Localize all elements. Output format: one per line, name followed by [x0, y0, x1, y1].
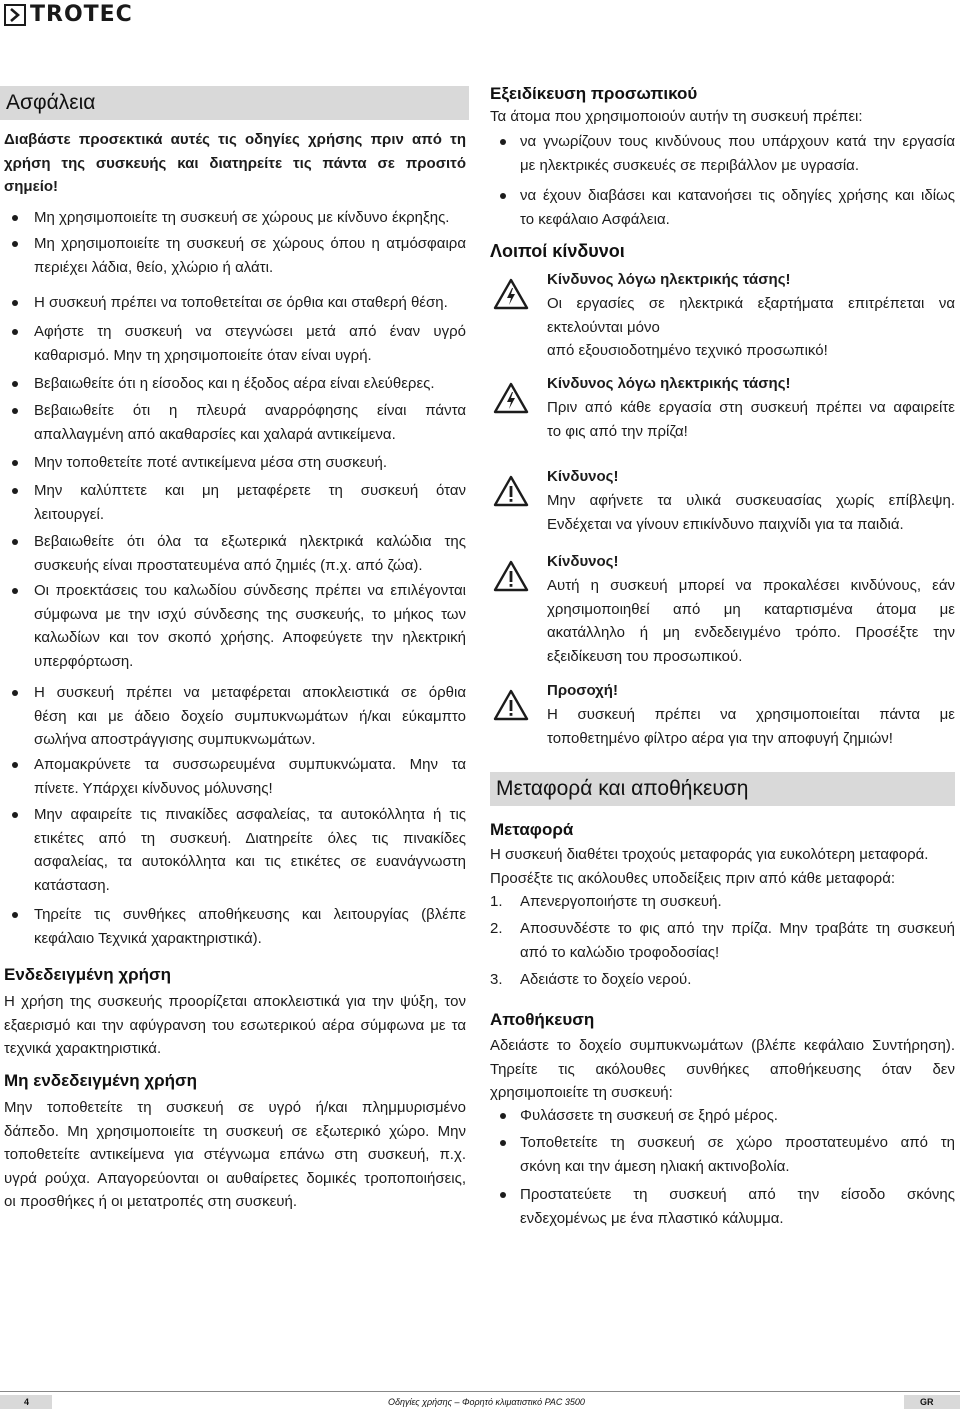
warning-title: Κίνδυνος!	[547, 553, 619, 570]
exclamation-warning-icon	[493, 475, 529, 507]
intended-use-title: Ενδεδειγμένη χρήση	[4, 965, 172, 984]
intended-use-line: εξαερισμό και την αφύγρανση του εσωτερικού αέρα σύμφωνα με τα	[4, 1016, 466, 1034]
safety-bullet-line: θέση και με άδειο δοχείο συμπυκνωμάτων ή/και εύκαμπτο	[34, 707, 466, 725]
bullet-dot	[12, 215, 18, 221]
warning-line: Ενδέχεται να γίνουν επικίνδυνο παιχνίδι για τα παιδιά.	[547, 515, 904, 533]
safety-bullet-line: περιέχει λάδια, θείο, χλώριο ή αλάτι.	[34, 258, 274, 276]
safety-bullet-line: ασφαλείας, τα αυτοκόλλητα και τις ετικέτες σε ευανάγνωστη	[34, 853, 466, 870]
safety-bullet-line: Μην τοποθετείτε ποτέ αντικείμενα μέσα στη συσκευή.	[34, 454, 387, 471]
storage-bullet-line: Προστατεύετε τη συσκευή από την είσοδο σκόνης	[520, 1186, 955, 1203]
safety-bullet-line: Βεβαιωθείτε ότι η είσοδος και η έξοδος αέρα είναι ελεύθερες.	[34, 375, 435, 392]
bullet-dot	[12, 812, 18, 818]
staff-bullet-line: να γνωρίζουν τους κινδύνους που υπάρχουν κατά την εργασία	[520, 133, 955, 150]
safety-bullet-line: συσκευής είναι προστατευμένα από ζημιές (π.χ. από ζώα).	[34, 556, 423, 574]
not-intended-use-title: Μη ενδεδειγμένη χρήση	[4, 1071, 198, 1090]
not-intended-use-line: τοποθετείτε αντικείμενα για στέγνωμα επάνω στη συσκευή, π.χ.	[4, 1146, 466, 1163]
not-intended-use-line: οι προσθήκες ή οι μετατροπές στη συσκευή.	[4, 1193, 297, 1210]
not-intended-use-line: Μην τοποθετείτε τη συσκευή σε υγρό ή/και πλημμυρισμένο	[4, 1099, 466, 1116]
not-intended-use-line: υγρά ρούχα. Απαγορεύονται οι αυθαίρετες δομικές τροποποιήσεις,	[4, 1169, 466, 1187]
warning-line: Πριν από κάθε εργασία στη συσκευή πρέπει να αφαιρείτε	[547, 399, 955, 416]
storage-bullet-line: Φυλάσσετε τη συσκευή σε ξηρό μέρος.	[520, 1107, 778, 1124]
warning-line: το φις από την πρίζα!	[547, 422, 688, 440]
bullet-dot	[12, 460, 18, 466]
safety-bullet-line: Μην αφαιρείτε τις πινακίδες ασφαλείας, τα αυτοκόλλητα ή τις	[34, 806, 466, 823]
storage-title: Αποθήκευση	[490, 1010, 595, 1029]
storage-intro-line: Αδειάστε το δοχείο συμπυκνωμάτων (βλέπε κεφάλαιο Συντήρηση).	[490, 1037, 955, 1054]
bullet-dot	[12, 408, 18, 414]
safety-bullet-line: Βεβαιωθείτε ότι η πλευρά αναρρόφησης είναι πάντα	[34, 402, 466, 419]
storage-bullet-line: σκόνη και την άμεση ηλιακή ακτινοβολία.	[520, 1157, 790, 1175]
warning-line: Μην αφήνετε τα υλικά συσκευασίας χωρίς επίβλεψη.	[547, 492, 955, 509]
warning-title: Κίνδυνος λόγω ηλεκτρικής τάσης!	[547, 375, 791, 392]
warning-line: εξειδίκευση του προσωπικού.	[547, 647, 743, 665]
bullet-dot	[12, 912, 18, 918]
warning-line: Αυτή η συσκευή μπορεί να προκαλέσει κινδύνους, εάν	[547, 577, 955, 594]
step-line: Αποσυνδέστε το φις από την πρίζα. Μην τραβάτε τη συσκευή	[520, 920, 955, 937]
transport-title: Μεταφορά	[490, 820, 574, 839]
staff-title: Εξειδίκευση προσωπικού	[490, 84, 698, 103]
intended-use-line: τεχνικά χαρακτηριστικά.	[4, 1040, 162, 1057]
electric-warning-icon	[493, 382, 529, 414]
electric-warning-icon	[493, 278, 529, 310]
safety-bullet-line: καλωδίων και τον σκοπό χρήσης. Αποφεύγετε την ηλεκτρική	[34, 629, 466, 646]
transport-intro-line: Η συσκευή διαθέτει τροχούς μεταφοράς για ευκολότερη μεταφορά.	[490, 846, 929, 863]
safety-bullet-line: Απομακρύνετε τα συσσωρευμένα συμπυκνώματα. Μην τα	[34, 756, 466, 773]
safety-bullet-line: Μην καλύπτετε και μη μεταφέρετε τη συσκευή όταν	[34, 482, 466, 499]
warning-line: εκτελούνται μόνο	[547, 318, 660, 336]
page-footer	[0, 1391, 960, 1415]
safety-bullet-line: Οι προεκτάσεις του καλωδίου σύνδεσης πρέπει να επιλέγονται	[34, 582, 466, 599]
safety-bullet-line: λειτουργεί.	[34, 505, 104, 523]
staff-intro: Τα άτομα που χρησιμοποιούν αυτήν τη συσκευή πρέπει:	[490, 108, 863, 125]
transport-intro-line: Προσέξτε τις ακόλουθες υποδείξεις πριν από κάθε μεταφορά:	[490, 869, 896, 887]
safety-bullet-line: Η συσκευή πρέπει να τοποθετείται σε όρθια και σταθερή θέση.	[34, 294, 448, 311]
safety-bullet-line: κεφάλαιο Τεχνικά χαρακτηριστικά).	[34, 929, 262, 947]
storage-intro-line: χρησιμοποιείτε τη συσκευή:	[490, 1084, 673, 1101]
safety-bullet-line: Μη χρησιμοποιείτε τη συσκευή σε χώρους με κίνδυνο έκρηξης.	[34, 209, 450, 226]
step-line: Αδειάστε το δοχείο νερού.	[520, 971, 692, 988]
storage-bullet-line: Τοποθετείτε τη συσκευή σε χώρο προστατευμένο από τη	[520, 1134, 955, 1151]
safety-intro-line: χρήση της συσκευής και διατηρείτε τις πάντα σε προσιτό	[4, 154, 466, 172]
bullet-dot	[500, 193, 506, 199]
warning-title: Κίνδυνος λόγω ηλεκτρικής τάσης!	[547, 271, 791, 288]
safety-section-title: Ασφάλεια	[0, 86, 469, 120]
safety-bullet-line: σωλήνα αποστράγγισης συμπυκνωμάτων.	[34, 731, 316, 748]
footer-lang: GR	[920, 1397, 934, 1407]
safety-bullet-line: Η συσκευή πρέπει να μεταφέρεται αποκλειστικά σε όρθια	[34, 684, 466, 701]
warning-line: Η συσκευή πρέπει να χρησιμοποιείται πάντα με	[547, 706, 955, 723]
safety-bullet-line: πίνετε. Υπάρχει κίνδυνος μόλυνσης!	[34, 779, 273, 797]
bullet-dot	[12, 539, 18, 545]
bullet-dot	[12, 690, 18, 696]
step-number: 2.	[490, 920, 503, 937]
storage-intro-line: Τηρείτε τις ακόλουθες συνθήκες αποθήκευσης όταν δεν	[490, 1060, 955, 1078]
warning-line: από εξουσιοδοτημένο τεχνικό προσωπικό!	[547, 342, 828, 359]
bullet-dot	[12, 488, 18, 494]
bullet-dot	[12, 588, 18, 594]
safety-bullet-line: σύμφωνα με την ισχύ σύνδεσης της συσκευής, το μήκος των	[34, 605, 466, 623]
bullet-dot	[12, 762, 18, 768]
staff-bullet-line: με ηλεκτρικές συσκευές σε περιβάλλον με υγρασία.	[520, 156, 860, 174]
transport-storage-section-title: Μεταφορά και αποθήκευση	[490, 772, 955, 806]
bullet-dot	[500, 1113, 506, 1119]
safety-bullet-line: Βεβαιωθείτε ότι όλα τα εξωτερικά ηλεκτρικά καλώδια της	[34, 533, 466, 550]
bullet-dot	[12, 300, 18, 306]
safety-bullet-line: Τηρείτε τις συνθήκες αποθήκευσης και λειτουργίας (βλέπε	[34, 906, 466, 923]
brand-name: TROTEC	[30, 2, 133, 27]
bullet-dot	[500, 139, 506, 145]
logo-chevron-icon	[4, 4, 26, 26]
footer-divider	[0, 1391, 960, 1392]
safety-intro-line: Διαβάστε προσεκτικά αυτές τις οδηγίες χρήσης πριν από τη	[4, 131, 466, 148]
other-risks-title: Λοιποί κίνδυνοι	[490, 241, 625, 261]
bullet-dot	[500, 1140, 506, 1146]
warning-line: τοποθετημένο φίλτρο αέρα για την αποφυγή ζημιών!	[547, 729, 893, 747]
not-intended-use-line: δάπεδο. Μη χρησιμοποιείτε τη συσκευή σε εξωτερικό χώρο. Μην	[4, 1122, 466, 1140]
page-header	[0, 0, 960, 30]
warning-line: ακατάλληλο ή μη ενδεδειγμένο τρόπο. Προσέξτε την	[547, 624, 955, 641]
safety-bullet-line: Αφήστε τη συσκευή να στεγνώσει μετά από έναν υγρό	[34, 323, 466, 340]
safety-intro-line: σημείο!	[4, 178, 59, 195]
storage-bullet-line: ενδεχομένως με ένα πλαστικό κάλυμμα.	[520, 1209, 784, 1227]
warning-title: Κίνδυνος!	[547, 468, 619, 485]
safety-bullet-line: κατάσταση.	[34, 876, 110, 894]
footer-doc-title: Οδηγίες χρήσης – Φορητό κλιματιστικό PAC 3500	[388, 1397, 585, 1407]
bullet-dot	[12, 329, 18, 335]
intended-use-line: Η χρήση της συσκευής προορίζεται αποκλειστικά για την ψύξη, τον	[4, 993, 466, 1010]
exclamation-warning-icon	[493, 689, 529, 721]
staff-bullet-line: το κεφάλαιο Ασφάλεια.	[520, 210, 670, 228]
warning-line: χρησιμοποιηθεί από μη καταρτισμένα άτομα με	[547, 600, 955, 618]
page-number: 4	[24, 1397, 30, 1407]
safety-bullet-line: απαλλαγμένη από ακαθαρσίες και χαλαρά αντικείμενα.	[34, 425, 396, 443]
warning-line: Οι εργασίες σε ηλεκτρικά εξαρτήματα επιτρέπεται να	[547, 295, 955, 312]
bullet-dot	[500, 1192, 506, 1198]
exclamation-warning-icon	[493, 560, 529, 592]
step-number: 3.	[490, 971, 503, 988]
warning-title: Προσοχή!	[547, 682, 618, 699]
safety-bullet-line: υπερφόρτωση.	[34, 652, 134, 670]
staff-bullet-line: να έχουν διαβάσει και κατανοήσει τις οδηγίες χρήσης και ιδίως	[520, 187, 955, 204]
bullet-dot	[12, 381, 18, 387]
safety-bullet-line: ετικέτες από τη συσκευή. Διατηρείτε όλες τις πινακίδες	[34, 829, 466, 847]
safety-bullet-line: καθαρισμό. Μην τη χρησιμοποιείτε όταν είναι υγρή.	[34, 346, 372, 364]
step-line: από το καλώδιο τροφοδοσίας!	[520, 943, 720, 961]
step-line: Απενεργοποιήστε τη συσκευή.	[520, 893, 722, 910]
brand-logo	[4, 3, 133, 27]
bullet-dot	[12, 241, 18, 247]
step-number: 1.	[490, 893, 503, 910]
safety-bullet-line: Μη χρησιμοποιείτε τη συσκευή σε χώρους όπου η ατμόσφαιρα	[34, 235, 466, 252]
